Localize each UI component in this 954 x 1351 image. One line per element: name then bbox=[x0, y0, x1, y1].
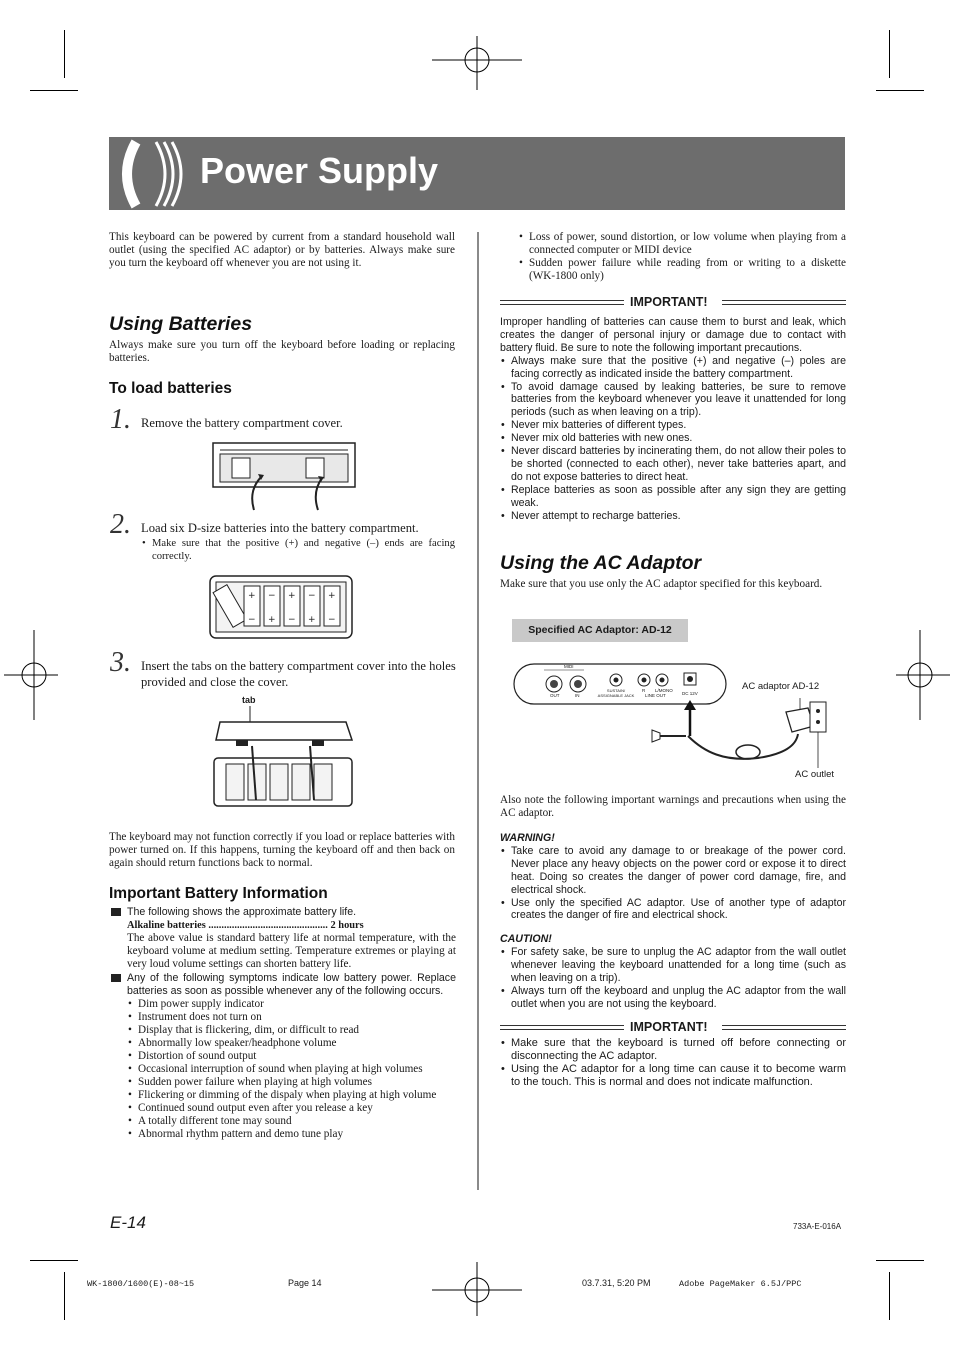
important-list-2 bbox=[500, 1037, 846, 1089]
important-rule-left-2 bbox=[500, 1025, 624, 1030]
registration-mark-right bbox=[896, 630, 950, 720]
svg-text:+: + bbox=[328, 591, 336, 601]
svg-text:+: + bbox=[268, 615, 276, 625]
list-item: • Loss of power, sound distortion, or low volume when playing from a connected computer or MIDI device bbox=[518, 231, 846, 257]
list-item: • Never discard batteries by incinerating them, do not allow their poles to be shorted (connected to each other), never take batteries apart, and do not expose batteries to direct heat. bbox=[500, 445, 846, 484]
battery-info-block bbox=[109, 906, 456, 1141]
list-item: • Never mix batteries of different types. bbox=[500, 419, 846, 432]
intro-paragraph: This keyboard can be powered by current from a standard household wall outlet (using the specified AC adaptor) or by batteries. Always make sure you turn the keyboard off whenever you are not using it. bbox=[109, 231, 455, 269]
list-item: • Never attempt to recharge batteries. bbox=[500, 510, 846, 523]
svg-text:−: − bbox=[328, 615, 336, 625]
heading-using-ac-adaptor: Using the AC Adaptor bbox=[500, 552, 702, 574]
list-item: • For safety sake, be sure to unplug the AC adaptor from the wall outlet whenever leaving the keyboard unattended for a long time (such as when leaving on a trip). bbox=[500, 946, 846, 985]
alkaline-value: 2 hours bbox=[330, 919, 364, 931]
list-item: • Abnormal rhythm pattern and demo tune play bbox=[127, 1128, 456, 1141]
square-bullet-icon bbox=[111, 974, 121, 982]
slug-app: Adobe PageMaker 6.5J/PPC bbox=[679, 1279, 802, 1289]
page-number: E-14 bbox=[110, 1213, 146, 1232]
batteries-note: Always make sure you turn off the keyboard before loading or replacing batteries. bbox=[109, 339, 455, 364]
adaptor-label: AC adaptor AD-12 bbox=[742, 681, 820, 692]
svg-text:+: + bbox=[248, 591, 256, 601]
list-item: • Continued sound output even after you release a key bbox=[127, 1102, 456, 1115]
warning-list bbox=[500, 845, 846, 922]
symptom-list bbox=[109, 998, 456, 1141]
step-3-text: Insert the tabs on the battery compartment cover into the holes provided and close the cover. bbox=[141, 659, 456, 689]
tab-label: tab bbox=[242, 695, 256, 705]
step-3-number: 3. bbox=[110, 647, 131, 678]
important-battery-block bbox=[500, 316, 846, 523]
list-item: • Always make sure that the positive (+) and negative (–) poles are facing correctly as indicated inside the battery compartment. bbox=[500, 355, 846, 381]
panel-label-r: R bbox=[642, 688, 646, 693]
panel-label-line-out: LINE OUT bbox=[645, 693, 666, 698]
battery-cover-removal-illustration bbox=[210, 440, 358, 512]
warning-block bbox=[500, 832, 846, 1011]
heading-important-battery-info: Important Battery Information bbox=[109, 885, 328, 902]
info-item-2: Any of the following symptoms indicate low battery power. Replace batteries as soon as possible whenever any of the following occurs. bbox=[109, 972, 456, 998]
svg-text:−: − bbox=[308, 591, 316, 601]
outlet-label: AC outlet bbox=[795, 769, 835, 780]
info-item-1: The following shows the approximate battery life. bbox=[109, 906, 456, 919]
step-2-sub-item: • Make sure that the positive (+) and negative (–) ends are facing correctly. bbox=[141, 537, 455, 563]
step-1-number: 1. bbox=[110, 404, 131, 435]
important-heading: IMPORTANT! bbox=[626, 295, 712, 309]
list-item: • Instrument does not turn on bbox=[127, 1011, 456, 1024]
cover-insert-illustration bbox=[212, 704, 354, 810]
panel-label-dc12v: DC 12V bbox=[682, 691, 698, 696]
bracket-decoration-icon bbox=[112, 138, 192, 210]
list-item: • Occasional interruption of sound when playing at high volumes bbox=[127, 1063, 456, 1076]
warning-heading: WARNING! bbox=[500, 832, 555, 844]
step-2-text: Load six D-size batteries into the battery compartment. bbox=[141, 521, 419, 535]
step-2-sublist bbox=[141, 537, 455, 563]
svg-text:+: + bbox=[308, 615, 316, 625]
slug-file: WK-1800/1600(E)-08~15 bbox=[87, 1279, 195, 1289]
important-intro: Improper handling of batteries can cause them to burst and leak, which creates the danger of personal injury or damage due to contact with battery fluid. Be sure to note the following important precautions. bbox=[500, 316, 846, 354]
heading-load-batteries: To load batteries bbox=[109, 380, 232, 397]
list-item: • A totally different tone may sound bbox=[127, 1115, 456, 1128]
ac-note: Make sure that you use only the AC adaptor specified for this keyboard. bbox=[500, 578, 823, 590]
list-item: • Distortion of sound output bbox=[127, 1050, 456, 1063]
panel-label-lmono: L/MONO bbox=[655, 688, 673, 693]
list-item: • Using the AC adaptor for a long time can cause it to become warm to the touch. This is normal and does not indicate malfunction. bbox=[500, 1063, 846, 1089]
square-bullet-icon bbox=[111, 908, 121, 916]
list-item: • To avoid damage caused by leaking batteries, be sure to remove batteries from the keyboard whenever you leave it unattended for long periods (such as when leaving on a trip). bbox=[500, 381, 846, 420]
important-rule-right bbox=[722, 300, 846, 305]
spec-box: Specified AC Adaptor: AD-12 bbox=[512, 619, 688, 642]
battery-life-note: The above value is standard battery life at normal temperature, with the keyboard volume at medium setting. Temperature extremes or playing at very loud volume settings can shorten battery life. bbox=[127, 931, 456, 970]
important-rule-left bbox=[500, 300, 624, 305]
alkaline-row bbox=[109, 919, 456, 932]
list-item: • Always turn off the keyboard and unplug the AC adaptor from the wall outlet when you are not using the keyboard. bbox=[500, 985, 846, 1011]
panel-label-in: IN bbox=[575, 693, 580, 698]
heading-using-batteries: Using Batteries bbox=[109, 313, 253, 335]
alkaline-label: Alkaline batteries .............................................. bbox=[127, 919, 328, 931]
list-item: • Sudden power failure while reading from or writing to a diskette (WK-1800 only) bbox=[518, 257, 846, 283]
list-item: • Replace batteries as soon as possible after any sign they are getting weak. bbox=[500, 484, 846, 510]
list-item: • Display that is flickering, dim, or difficult to read bbox=[127, 1024, 456, 1037]
panel-label-midi: MIDI bbox=[564, 664, 574, 669]
list-item: • Dim power supply indicator bbox=[127, 998, 456, 1011]
caution-heading: CAUTION! bbox=[500, 933, 552, 946]
list-item: • Use only the specified AC adaptor. Use of another type of adaptor creates the danger of fire and electrical shock. bbox=[500, 897, 846, 923]
panel-label-sustain: SUSTAIN/ ASSIGNABLE JACK bbox=[597, 688, 635, 698]
battery-compartment-illustration bbox=[208, 574, 354, 640]
svg-text:−: − bbox=[248, 615, 256, 625]
important-rule-right-2 bbox=[722, 1025, 846, 1030]
ac-also-note: Also note the following important warnings and precautions when using the AC adaptor. bbox=[500, 794, 846, 819]
page-title: Power Supply bbox=[200, 150, 439, 191]
step-1-text: Remove the battery compartment cover. bbox=[141, 416, 343, 430]
right-top-bullets bbox=[518, 231, 846, 283]
svg-text:−: − bbox=[268, 591, 276, 601]
registration-mark-bottom bbox=[432, 1262, 522, 1316]
document-code: 733A-E-016A bbox=[793, 1222, 842, 1231]
list-item: • Abnormally low speaker/headphone volume bbox=[127, 1037, 456, 1050]
step-2-number: 2. bbox=[110, 509, 131, 540]
important-list bbox=[500, 355, 846, 523]
list-item: • Never mix old batteries with new ones. bbox=[500, 432, 846, 445]
ac-adaptor-diagram bbox=[508, 660, 838, 770]
list-item: • Take care to avoid any damage to or breakage of the power cord. Never place any heavy objects on the power cord or expose it to direct heat. Doing so creates the danger of power cord damage, fire, and electrical shock. bbox=[500, 845, 846, 897]
slug-page: Page 14 bbox=[288, 1278, 322, 1288]
list-item: • Flickering or dimming of the dispaly when playing at high volume bbox=[127, 1089, 456, 1102]
list-item: • Make sure that the keyboard is turned off before connecting or disconnecting the AC adaptor. bbox=[500, 1037, 846, 1063]
column-divider bbox=[477, 232, 479, 1190]
registration-mark-left bbox=[4, 630, 58, 720]
registration-mark-top bbox=[432, 36, 522, 90]
caution-list bbox=[500, 946, 846, 1011]
panel-label-out: OUT bbox=[550, 693, 560, 698]
important-heading-2: IMPORTANT! bbox=[626, 1020, 712, 1034]
after-load-note: The keyboard may not function correctly if you load or replace batteries with power turned on. If this happens, turning the keyboard off and then back on again should return functions back to normal. bbox=[109, 831, 455, 869]
slug-date: 03.7.31, 5:20 PM bbox=[582, 1278, 651, 1288]
svg-text:−: − bbox=[288, 615, 296, 625]
list-item: • Sudden power failure when playing at high volumes bbox=[127, 1076, 456, 1089]
svg-text:+: + bbox=[288, 591, 296, 601]
